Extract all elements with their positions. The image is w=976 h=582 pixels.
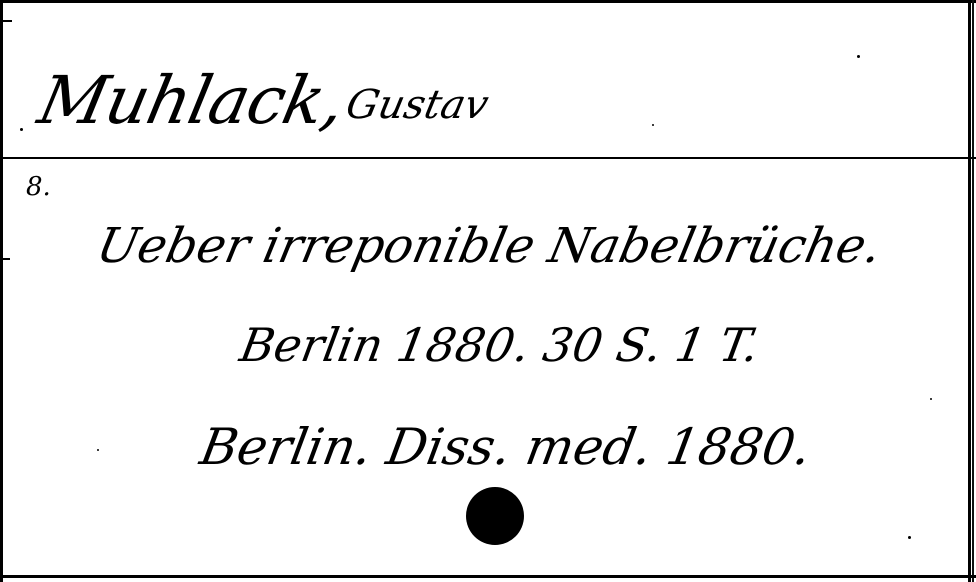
speck — [908, 536, 911, 539]
margin-tick — [0, 20, 12, 22]
dissertation-note: Berlin. Diss. med. 1880. — [196, 418, 816, 476]
card-border-right — [968, 0, 971, 582]
speck — [20, 128, 23, 131]
header-rule — [0, 157, 976, 159]
card-border-bottom — [0, 575, 976, 578]
card-border-left — [0, 0, 3, 582]
speck — [652, 124, 654, 126]
speck — [930, 398, 932, 400]
publication-info: Berlin 1880. 30 S. 1 T. — [236, 318, 764, 372]
author-first-name: Gustav — [342, 82, 493, 128]
card-border-top — [0, 0, 976, 3]
speck — [97, 449, 99, 451]
speck — [857, 55, 860, 58]
entry-number: 8. — [26, 172, 51, 202]
punch-hole — [466, 487, 524, 545]
author-surname: Muhlack, — [32, 62, 352, 139]
margin-tick-lower — [0, 258, 10, 260]
card-border-right-edge — [972, 0, 974, 582]
work-title: Ueber irreponible Nabelbrüche. — [92, 218, 887, 274]
